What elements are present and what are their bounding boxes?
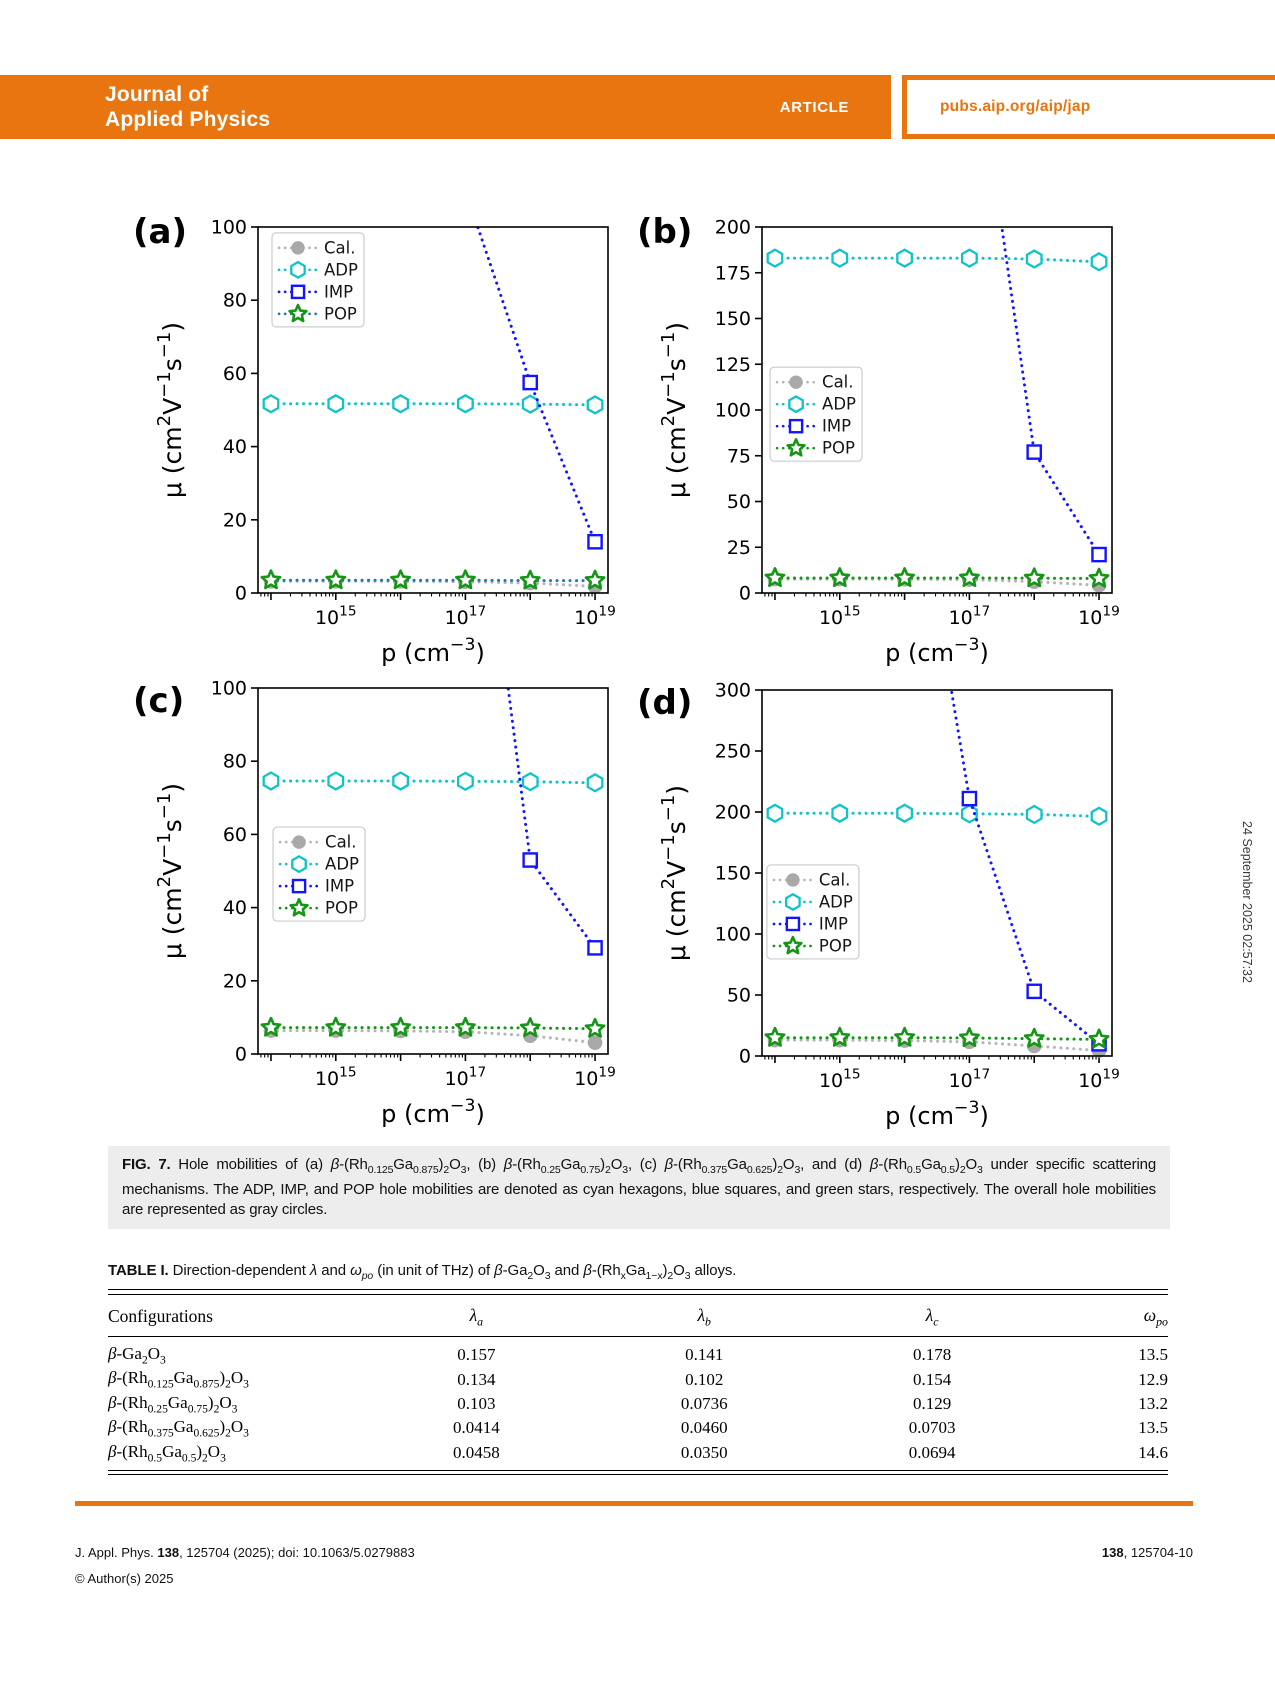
chart-panel-c [103, 646, 663, 1138]
square-marker [524, 853, 537, 866]
hexagon-marker [897, 805, 912, 822]
svg-text:1017: $10^{17}$ [444, 603, 487, 629]
series-cal [768, 572, 1107, 593]
square-marker [588, 941, 601, 954]
square-marker [790, 420, 802, 432]
star-marker [391, 571, 409, 588]
table-row [108, 1441, 1168, 1470]
legend-label: IMP [818, 914, 848, 934]
svg-text:50: 50 [726, 984, 751, 1007]
footer-copyright: © Author(s) 2025 [75, 1571, 174, 1586]
svg-text:25: 25 [726, 536, 751, 559]
omega-po-cell: 12.9 [1138, 1369, 1168, 1389]
legend-label: IMP [325, 876, 355, 896]
hexagon-marker [329, 773, 344, 790]
circle-marker [789, 375, 802, 388]
legend [272, 233, 364, 327]
star-marker [262, 571, 280, 588]
svg-text:1017: $10^{17}$ [444, 1064, 487, 1090]
journal-url-link[interactable]: pubs.aip.org/aip/jap [940, 98, 1091, 115]
legend-label: POP [324, 304, 357, 324]
hexagon-marker [458, 395, 473, 412]
svg-text:1015: $10^{15}$ [818, 603, 861, 629]
config-cell: $\beta-(Rh_{0.375}Ga_{0.625})_2O_3$ [108, 1417, 249, 1440]
column-header-lambda-b: $\lambda_b$ [590, 1295, 818, 1337]
lambda-c-cell: 0.0703 [908, 1418, 956, 1438]
star-marker [831, 568, 849, 585]
legend-label: ADP [325, 854, 360, 874]
legend-label: IMP [822, 416, 852, 436]
hexagon-marker [833, 805, 848, 822]
omega-po-cell: 14.6 [1138, 1442, 1168, 1462]
footer-rule [75, 1501, 1193, 1506]
svg-text:50: 50 [726, 491, 751, 513]
svg-text:1019: $10^{19}$ [574, 1064, 616, 1090]
square-marker [1028, 445, 1041, 458]
svg-text:80: 80 [222, 289, 247, 312]
journal-title [105, 82, 270, 132]
series-adp [264, 395, 603, 413]
y-axis-label: μ $(cm^2V^{-1}s^{-1})$ [657, 784, 691, 962]
svg-text:40: 40 [222, 897, 247, 920]
lambda-c-cell: 0.129 [912, 1393, 952, 1413]
svg-text:100: 100 [714, 923, 751, 946]
legend-label: IMP [324, 282, 354, 302]
axes [154, 217, 616, 668]
hexagon-marker [291, 262, 304, 277]
svg-text:0: 0 [234, 1043, 247, 1066]
config-cell: $\beta-(Rh_{0.125}Ga_{0.875})_2O_3$ [108, 1368, 249, 1391]
table-bottom-rule [108, 1470, 1168, 1476]
hexagon-marker [264, 395, 279, 412]
svg-text:1015: $10^{15}$ [314, 603, 357, 629]
square-marker [293, 880, 305, 892]
panel-letter: (b) [637, 212, 693, 252]
legend-label: Cal. [325, 832, 357, 852]
column-header-configurations: Configurations [108, 1295, 362, 1337]
hexagon-marker [1027, 251, 1042, 268]
legend-label: Cal. [324, 238, 356, 258]
table-header-row [108, 1295, 1168, 1337]
footer-citation: J. Appl. Phys. 138, 125704 (2025); doi: 10.1063/5.0279883 [75, 1545, 415, 1560]
svg-text:60: 60 [222, 823, 247, 846]
square-marker [1028, 985, 1041, 998]
config-cell: $\beta-Ga_2O_3$ [108, 1344, 166, 1367]
config-cell: $\beta-(Rh_{0.5}Ga_{0.5})_2O_3$ [108, 1441, 226, 1464]
series-pop [262, 1018, 604, 1036]
download-timestamp: 24 September 2025 02:57:32 [1240, 821, 1254, 983]
square-marker [1092, 548, 1105, 561]
circle-marker [291, 241, 304, 254]
lambda-b-cell: 0.141 [685, 1345, 724, 1365]
svg-text:1019: $10^{19}$ [574, 603, 616, 629]
journal-title-line1: Journal of [105, 83, 209, 106]
column-header-lambda-a: $\lambda_a$ [362, 1295, 590, 1337]
hexagon-marker [393, 773, 408, 790]
svg-text:200: 200 [714, 801, 751, 824]
lambda-c-cell: 0.154 [912, 1369, 952, 1389]
journal-url-box [902, 75, 1275, 139]
hexagon-marker [292, 856, 305, 871]
legend [770, 367, 862, 461]
series-pop [766, 568, 1108, 586]
hexagon-marker [1092, 253, 1107, 270]
svg-text:150: 150 [714, 308, 751, 330]
svg-text:40: 40 [222, 436, 247, 459]
panel-letter: (a) [133, 212, 188, 252]
figure-caption: FIG. 7. Hole mobilities of (a) $\beta-(Rh_{0.125}Ga_{0.875})_2O_3$, (b) $\beta-(Rh_{0.25}Ga_{0.75})_2O_3$, (c) $\beta-(Rh_{0.375}Ga_{0.625})_2O_3$, and (d) $\beta-(Rh_{0.5}Ga_{0.5})_2O_3$ under specific scattering mechanisms. The ADP, IMP, and POP hole mobilities are denoted as cyan hexagons, blue squares, and green stars, respectively. The overall hole mobilities are represented as gray circles. [108, 1146, 1170, 1229]
series-pop [262, 571, 604, 589]
circle-marker [786, 873, 799, 886]
lambda-c-cell: 0.178 [912, 1345, 952, 1365]
chart-panel-a [103, 185, 663, 677]
lambda-a-cell: 0.0458 [452, 1442, 500, 1462]
x-axis-label: p $(cm^{-3})$ [885, 635, 989, 667]
legend-label: POP [818, 936, 852, 956]
table-title: TABLE I. Direction-dependent λ and $\omega_{po}$ (in unit of THz) of $\beta-Ga_2O_3$ and $\beta-(Rh_xGa_{1-x})_2O_3$ alloys. [108, 1262, 737, 1282]
svg-text:200: 200 [714, 216, 751, 239]
svg-text:100: 100 [210, 677, 247, 700]
star-marker [327, 571, 345, 588]
hexagon-marker [588, 774, 603, 791]
square-marker [524, 376, 537, 389]
column-header-lambda-c: $\lambda_c$ [818, 1295, 1046, 1337]
svg-text:125: 125 [714, 353, 751, 376]
hexagon-marker [458, 773, 473, 790]
svg-text:100: 100 [714, 399, 751, 422]
svg-text:250: 250 [714, 740, 751, 763]
svg-text:1017: $10^{17}$ [948, 603, 991, 629]
svg-text:1015: $10^{15}$ [314, 1064, 357, 1090]
omega-po-cell: 13.2 [1138, 1393, 1168, 1413]
hexagon-marker [962, 250, 977, 267]
series-pop [766, 1028, 1108, 1047]
config-cell: $\beta-(Rh_{0.25}Ga_{0.75})_2O_3$ [108, 1392, 238, 1416]
hexagon-marker [329, 395, 344, 412]
lambda-a-cell: 0.103 [457, 1393, 496, 1413]
svg-text:300: 300 [714, 679, 751, 702]
panel-letter: (d) [637, 683, 693, 723]
legend-label: Cal. [818, 870, 851, 890]
article-badge: ARTICLE [779, 98, 849, 116]
lambda-b-cell: 0.0350 [680, 1442, 728, 1462]
table-row [108, 1337, 1168, 1368]
legend-label: ADP [822, 394, 857, 414]
legend-label: POP [325, 898, 358, 918]
series-cal [264, 574, 603, 594]
data-table-wrap [108, 1289, 1168, 1475]
svg-text:1019: $10^{19}$ [1078, 1066, 1120, 1092]
square-marker [588, 535, 601, 548]
hexagon-marker [897, 250, 912, 267]
square-marker [963, 792, 976, 805]
star-marker [766, 568, 784, 585]
chart-panel-b [607, 185, 1167, 677]
svg-text:80: 80 [222, 750, 247, 773]
svg-text:1017: $10^{17}$ [948, 1066, 991, 1092]
circle-marker [292, 835, 305, 848]
lambda-c-cell: 0.0694 [908, 1442, 956, 1462]
legend [273, 827, 365, 921]
y-axis-label: μ $(cm^2V^{-1}s^{-1})$ [153, 321, 187, 499]
svg-text:175: 175 [714, 262, 751, 285]
legend [767, 865, 859, 959]
svg-text:150: 150 [714, 862, 751, 885]
series-adp [768, 250, 1107, 270]
hexagon-marker [588, 396, 603, 413]
hexagon-marker [789, 396, 802, 411]
omega-po-cell: 13.5 [1138, 1418, 1168, 1438]
svg-text:60: 60 [222, 362, 247, 385]
x-axis-label: p $(cm^{-3})$ [885, 1098, 989, 1130]
svg-text:0: 0 [234, 582, 247, 605]
svg-text:100: 100 [210, 216, 247, 239]
star-marker [456, 571, 474, 588]
svg-text:1019: $10^{19}$ [1078, 603, 1120, 629]
panel-letter: (c) [133, 681, 185, 721]
svg-text:0: 0 [738, 582, 751, 605]
x-axis-label: p $(cm^{-3})$ [381, 1096, 485, 1128]
footer-page-number: 138, 125704-10 [1101, 1545, 1193, 1560]
hexagon-marker [523, 396, 538, 413]
series-adp [768, 805, 1107, 825]
legend-label: POP [822, 438, 855, 458]
svg-text:1015: $10^{15}$ [818, 1066, 861, 1092]
series-adp [264, 773, 603, 792]
svg-text:20: 20 [222, 970, 247, 993]
legend-label: ADP [818, 892, 853, 912]
header-band [0, 75, 891, 139]
hexagon-marker [393, 395, 408, 412]
lambda-a-cell: 0.0414 [452, 1418, 500, 1438]
axes [658, 680, 1120, 1131]
lambda-a-cell: 0.134 [457, 1369, 496, 1389]
lambda-b-cell: 0.102 [685, 1369, 724, 1389]
hexagon-marker [768, 805, 783, 822]
axes [154, 678, 616, 1129]
hexagon-marker [1027, 806, 1042, 823]
svg-text:0: 0 [738, 1045, 751, 1068]
legend-label: Cal. [822, 372, 854, 392]
table-row [108, 1416, 1168, 1440]
axes [658, 217, 1120, 668]
lambda-b-cell: 0.0736 [680, 1393, 728, 1413]
y-axis-label: μ $(cm^2V^{-1}s^{-1})$ [657, 321, 691, 499]
hexagon-marker [833, 250, 848, 267]
star-marker [895, 568, 913, 585]
lambda-b-cell: 0.0460 [680, 1418, 728, 1438]
column-header-omega-po: $\omega_{po}$ [1046, 1295, 1168, 1337]
data-table [108, 1295, 1168, 1470]
chart-panel-d [607, 648, 1167, 1140]
table-row [108, 1367, 1168, 1391]
hexagon-marker [523, 773, 538, 790]
journal-title-line2: Applied Physics [105, 108, 271, 131]
omega-po-cell: 13.5 [1138, 1345, 1168, 1365]
hexagon-marker [786, 894, 799, 909]
table-row [108, 1392, 1168, 1416]
hexagon-marker [768, 250, 783, 267]
lambda-a-cell: 0.157 [457, 1345, 496, 1365]
square-marker [292, 286, 304, 298]
square-marker [787, 918, 799, 930]
y-axis-label: μ $(cm^2V^{-1}s^{-1})$ [153, 782, 187, 960]
svg-text:75: 75 [726, 445, 751, 468]
legend-label: ADP [324, 260, 358, 280]
hexagon-marker [264, 773, 279, 790]
hexagon-marker [1092, 808, 1107, 825]
x-axis-label: p $(cm^{-3})$ [381, 635, 485, 667]
star-marker [586, 1019, 604, 1036]
series-imp [775, 648, 1106, 1050]
svg-text:20: 20 [222, 509, 247, 532]
